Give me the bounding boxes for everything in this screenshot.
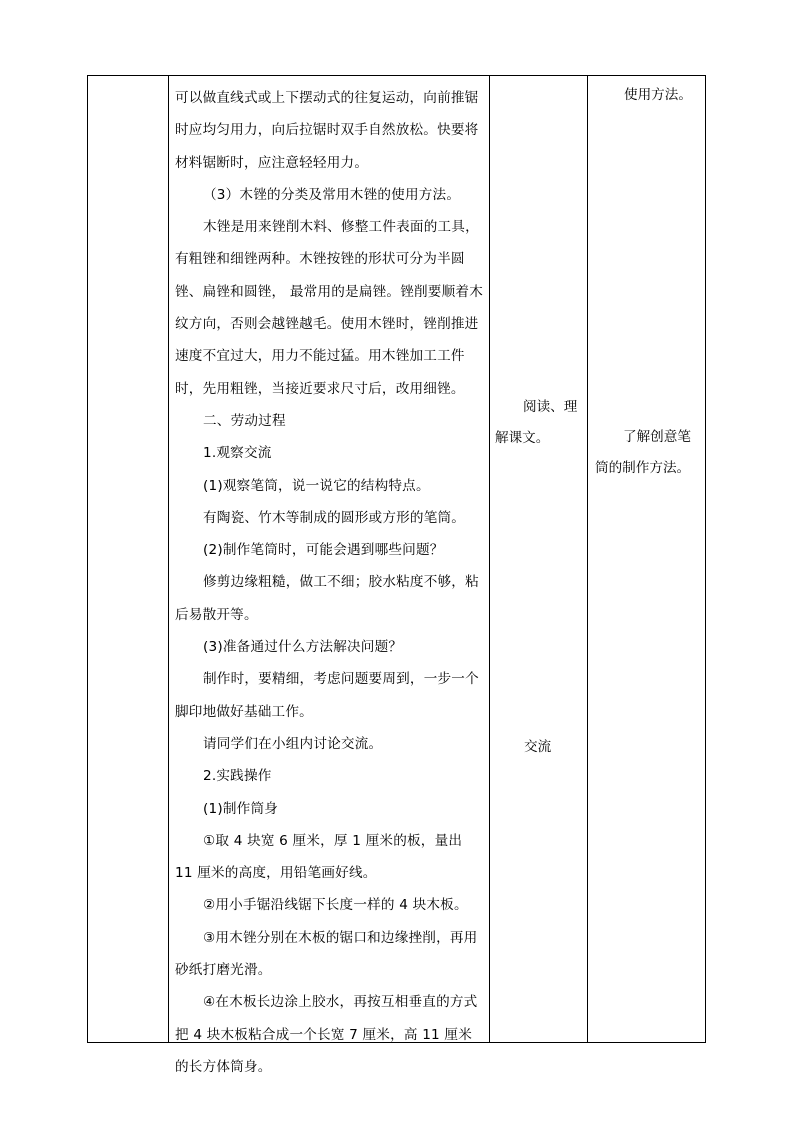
activity-text: 阅读、理解课文。 <box>495 399 578 446</box>
subsection-heading: 1.观察交流 <box>203 445 272 462</box>
content-paragraph: 木锉是用来锉削木料、修整工件表面的工具，有粗锉和细锉两种。木锉按锉的形状可分为半圆锉、扁锉和圆锉， 最常用的是扁锉。锉削要顺着木纹方向，否则会越锉越毛。使用木锉时，锉削推进速度不宜过大，用力不能过猛。用木锉加工工件时，先用粗锉，当接近要求尺寸后，改用细锉。 <box>175 219 483 397</box>
lesson-table <box>87 75 706 1075</box>
teaching-content-cell <box>169 76 489 1075</box>
content-paragraph: （3）木锉的分类及常用木锉的使用方法。 <box>203 186 461 203</box>
subsection-heading: 2.实践操作 <box>203 768 272 785</box>
content-paragraph: (1)观察笔筒，说一说它的结构特点。 <box>203 477 430 494</box>
content-paragraph: ④在木板长边涂上胶水，再按互相垂直的方式把 4 块木板粘合成一个长宽 7 厘米，高 11 厘米的长方体筒身。 <box>175 994 478 1075</box>
intent-text: 了解创意笔筒的制作方法。 <box>595 429 691 476</box>
content-paragraph: ①取 4 块宽 6 厘米，厚 1 厘米的板，量出 11 厘米的高度，用铅笔画好线。 <box>175 832 463 882</box>
activity-text: 交流 <box>524 739 552 755</box>
content-paragraph: ③用木锉分别在木板的锯口和边缘挫削，再用砂纸打磨光滑。 <box>175 929 478 979</box>
section-heading: 二、劳动过程 <box>203 412 286 429</box>
content-paragraph: 制作时，要精细，考虑问题要周到，一步一个脚印地做好基础工作。 <box>175 671 479 720</box>
content-paragraph: (3)准备通过什么方法解决问题？ <box>203 639 403 656</box>
content-paragraph: 请同学们在小组内讨论交流。 <box>203 735 383 752</box>
student-activity-cell <box>490 76 587 1042</box>
content-paragraph: 可以做直线式或上下摆动式的往复运动，向前推锯时应均匀用力，向后拉锯时双手自然放松。快要将材料锯断时，应注意轻轻用力。 <box>175 90 479 171</box>
content-paragraph: ②用小手锯沿线锯下长度一样的 4 块木板。 <box>203 897 468 914</box>
intent-text: 使用方法。 <box>624 87 692 103</box>
content-paragraph: (2)制作笔筒时，可能会遇到哪些问题？ <box>203 542 444 559</box>
content-paragraph: 有陶瓷、竹木等制成的圆形或方形的笔筒。 <box>203 509 466 526</box>
design-intent-cell <box>588 76 706 1042</box>
content-paragraph: (1)制作筒身 <box>203 800 279 817</box>
content-paragraph: 修剪边缘粗糙，做工不细；胶水粘度不够，粘后易散开等。 <box>175 574 479 623</box>
